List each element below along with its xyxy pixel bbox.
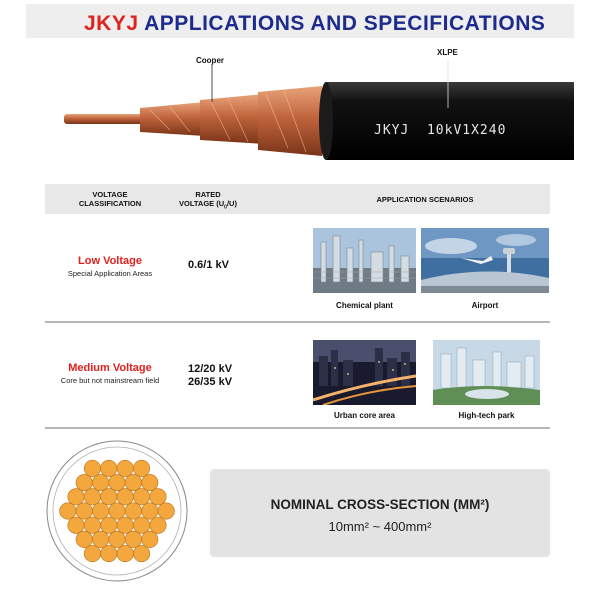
class-low-voltage	[50, 255, 170, 278]
copper-strand	[60, 503, 76, 519]
caption-urban-core: Urban core area	[334, 411, 395, 420]
airport-photo	[421, 228, 549, 293]
header-rated-sub: 0	[224, 204, 227, 211]
insulation-label: XLPE	[437, 48, 458, 57]
header-voltage-line2: CLASSIFICATION	[78, 199, 142, 208]
copper-strand	[92, 531, 108, 547]
row-divider	[45, 427, 550, 429]
header-application-scenarios: APPLICATION SCENARIOS	[376, 195, 474, 204]
header-rated-line2-suffix: /U)	[226, 199, 237, 208]
copper-strand	[150, 489, 166, 505]
copper-strand	[84, 517, 100, 533]
class-name: Medium Voltage	[68, 362, 152, 374]
copper-strand	[133, 489, 149, 505]
copper-strand	[109, 474, 125, 490]
class-description: Special Application Areas	[67, 269, 153, 278]
cable-illustration	[0, 44, 600, 174]
brand-name: JKYJ	[84, 12, 139, 35]
rated-voltage-medium	[188, 363, 232, 389]
copper-strand	[150, 517, 166, 533]
conductor-cross-section	[46, 440, 188, 582]
copper-strand	[117, 460, 133, 476]
copper-strand	[76, 531, 92, 547]
copper-strand	[92, 503, 108, 519]
copper-strand	[125, 474, 141, 490]
copper-strand	[133, 460, 149, 476]
jacket-marking: JKYJ 10kV1X240	[374, 123, 507, 138]
class-description: Core but not mainstream field	[60, 376, 160, 385]
copper-strand	[68, 517, 84, 533]
voltage-value: 12/20 kV	[188, 363, 233, 375]
rated-voltage-low	[188, 259, 229, 272]
voltage-value: 26/35 kV	[188, 376, 233, 388]
copper-strand	[142, 503, 158, 519]
table-header	[45, 184, 550, 214]
page-title	[84, 12, 545, 36]
urban-core-photo	[313, 340, 416, 405]
copper-strand	[125, 503, 141, 519]
copper-strand	[84, 460, 100, 476]
high-tech-park-photo	[433, 340, 540, 405]
copper-strand	[117, 545, 133, 561]
copper-strand	[101, 545, 117, 561]
copper-strand	[92, 474, 108, 490]
copper-strand	[133, 545, 149, 561]
row-divider	[45, 321, 550, 323]
title-banner	[26, 4, 574, 38]
header-voltage-classification	[65, 190, 155, 208]
class-name: Low Voltage	[78, 255, 142, 267]
copper-strand	[158, 503, 174, 519]
spec-panel	[210, 469, 550, 557]
copper-strand	[142, 474, 158, 490]
copper-strand	[109, 503, 125, 519]
header-rated-line2-prefix: VOLTAGE (U	[179, 199, 225, 208]
copper-strand	[117, 489, 133, 505]
title-text: APPLICATIONS AND SPECIFICATIONS	[144, 12, 546, 35]
header-rated-voltage	[163, 190, 253, 213]
header-voltage-line1: VOLTAGE	[92, 190, 128, 199]
copper-strand	[142, 531, 158, 547]
spec-range: 10mm² ~ 400mm²	[328, 519, 432, 534]
copper-strand	[76, 503, 92, 519]
copper-strand	[117, 517, 133, 533]
copper-strand	[101, 460, 117, 476]
spec-title: NOMINAL CROSS-SECTION (MM²)	[270, 497, 490, 512]
copper-strand	[125, 531, 141, 547]
copper-strand	[84, 489, 100, 505]
copper-strand	[76, 474, 92, 490]
copper-strand	[109, 531, 125, 547]
copper-strand	[84, 545, 100, 561]
caption-high-tech-park: High-tech park	[458, 411, 515, 420]
caption-airport: Airport	[471, 301, 499, 310]
copper-strand	[101, 489, 117, 505]
copper-strand	[101, 517, 117, 533]
voltage-value: 0.6/1 kV	[188, 259, 229, 271]
copper-strand	[133, 517, 149, 533]
conductor-label: Cooper	[196, 56, 224, 65]
copper-strand	[68, 489, 84, 505]
caption-chemical-plant: Chemical plant	[336, 301, 393, 310]
chemical-plant-photo	[313, 228, 416, 293]
class-medium-voltage	[50, 362, 170, 385]
header-rated-line1: RATED	[195, 190, 221, 199]
